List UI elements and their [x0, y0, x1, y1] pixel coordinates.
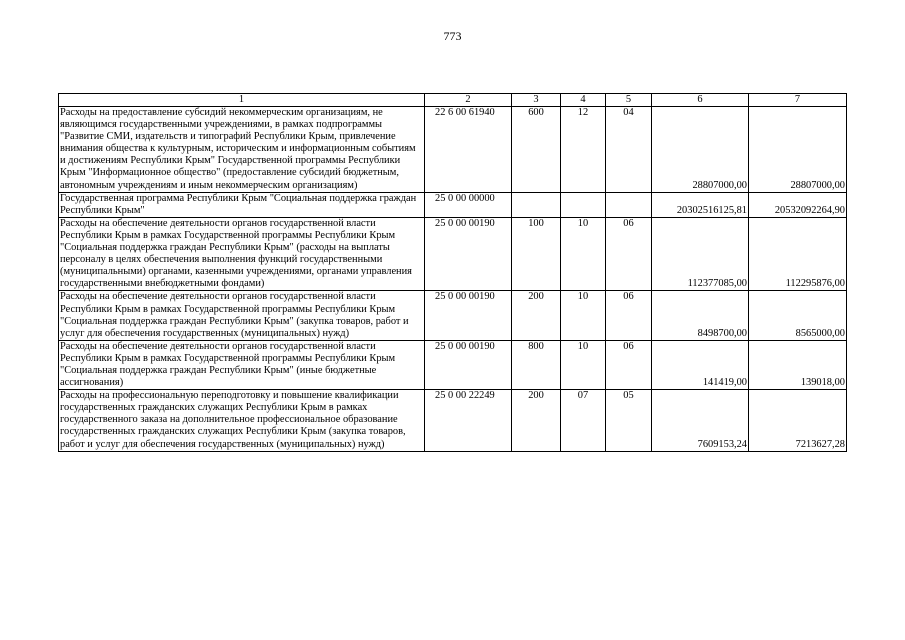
table-row	[59, 390, 847, 451]
table-row	[59, 107, 847, 193]
page-number: 773	[443, 29, 462, 43]
row-code-cell: 25 0 00 00190	[425, 217, 512, 291]
row-subsection-cell: 06	[606, 291, 652, 340]
row-expense-type-cell: 200	[512, 390, 561, 451]
row-sum-year1-cell: 141419,00	[652, 340, 749, 389]
header-cell: 6	[652, 94, 749, 107]
header-cell: 4	[561, 94, 606, 107]
row-section-cell: 10	[561, 291, 606, 340]
row-sum-year2-cell: 20532092264,90	[749, 192, 847, 217]
table-row	[59, 192, 847, 217]
row-code-cell: 22 6 00 61940	[425, 107, 512, 193]
budget-table	[58, 93, 847, 452]
row-name-cell: Расходы на обеспечение деятельности органов государственной власти Республики Крым в рамках Государственной программы Республики Крым "Социальная поддержка граждан Республики Крым" (расходы на выплаты персоналу в целях обеспечения выполнения функций государственными (муниципальными) органами, казенными учреждениями, органами управления государственными внебюджетными фондами)	[59, 217, 425, 291]
header-cell: 2	[425, 94, 512, 107]
row-sum-year1-cell: 20302516125,81	[652, 192, 749, 217]
row-section-cell: 07	[561, 390, 606, 451]
table-row	[59, 217, 847, 291]
row-sum-year1-cell: 112377085,00	[652, 217, 749, 291]
row-subsection-cell	[606, 192, 652, 217]
row-section-cell: 12	[561, 107, 606, 193]
row-code-cell: 25 0 00 00000	[425, 192, 512, 217]
row-sum-year2-cell: 139018,00	[749, 340, 847, 389]
row-section-cell	[561, 192, 606, 217]
header-cell: 3	[512, 94, 561, 107]
row-sum-year2-cell: 112295876,00	[749, 217, 847, 291]
row-sum-year2-cell: 7213627,28	[749, 390, 847, 451]
table-header-row	[59, 94, 847, 107]
row-name-cell: Государственная программа Республики Крым "Социальная поддержка граждан Республики Крым"	[59, 192, 425, 217]
row-code-cell: 25 0 00 00190	[425, 340, 512, 389]
table-body	[59, 94, 847, 452]
header-cell: 5	[606, 94, 652, 107]
row-subsection-cell: 06	[606, 340, 652, 389]
row-expense-type-cell: 100	[512, 217, 561, 291]
row-section-cell: 10	[561, 340, 606, 389]
row-expense-type-cell: 200	[512, 291, 561, 340]
row-code-cell: 25 0 00 22249	[425, 390, 512, 451]
row-expense-type-cell: 800	[512, 340, 561, 389]
row-subsection-cell: 06	[606, 217, 652, 291]
row-expense-type-cell	[512, 192, 561, 217]
row-sum-year1-cell: 8498700,00	[652, 291, 749, 340]
row-name-cell: Расходы на профессиональную переподготовку и повышение квалификации государственных гражданских служащих Республики Крым в рамках государственного заказа на дополнительное профессиональное образование государственных гражданских служащих Республики Крым (закупка товаров, работ и услуг для обеспечения государственных (муниципальных) нужд)	[59, 390, 425, 451]
row-expense-type-cell: 600	[512, 107, 561, 193]
header-cell: 7	[749, 94, 847, 107]
row-name-cell: Расходы на обеспечение деятельности органов государственной власти Республики Крым в рамках Государственной программы Республики Крым "Социальная поддержка граждан Республики Крым" (закупка товаров, работ и услуг для обеспечения государственных (муниципальных) нужд)	[59, 291, 425, 340]
row-code-cell: 25 0 00 00190	[425, 291, 512, 340]
row-sum-year1-cell: 28807000,00	[652, 107, 749, 193]
table-row	[59, 291, 847, 340]
row-subsection-cell: 04	[606, 107, 652, 193]
row-section-cell: 10	[561, 217, 606, 291]
row-subsection-cell: 05	[606, 390, 652, 451]
row-sum-year2-cell: 8565000,00	[749, 291, 847, 340]
table-row	[59, 340, 847, 389]
row-sum-year1-cell: 7609153,24	[652, 390, 749, 451]
row-name-cell: Расходы на предоставление субсидий некоммерческим организациям, не являющимся государственными учреждениями, в рамках подпрограммы "Развитие СМИ, издательств и типографий Республики Крым, привлечение внимания общества к культурным, историческим и информационным событиям и достижениям Республики Крым" Государственной программы Республики Крым "Информационное общество" (предоставление субсидий бюджетным, автономным учреждениям и иным некоммерческим организациям)	[59, 107, 425, 193]
header-cell: 1	[59, 94, 425, 107]
row-sum-year2-cell: 28807000,00	[749, 107, 847, 193]
row-name-cell: Расходы на обеспечение деятельности органов государственной власти Республики Крым в рамках Государственной программы Республики Крым "Социальная поддержка граждан Республики Крым" (иные бюджетные ассигнования)	[59, 340, 425, 389]
